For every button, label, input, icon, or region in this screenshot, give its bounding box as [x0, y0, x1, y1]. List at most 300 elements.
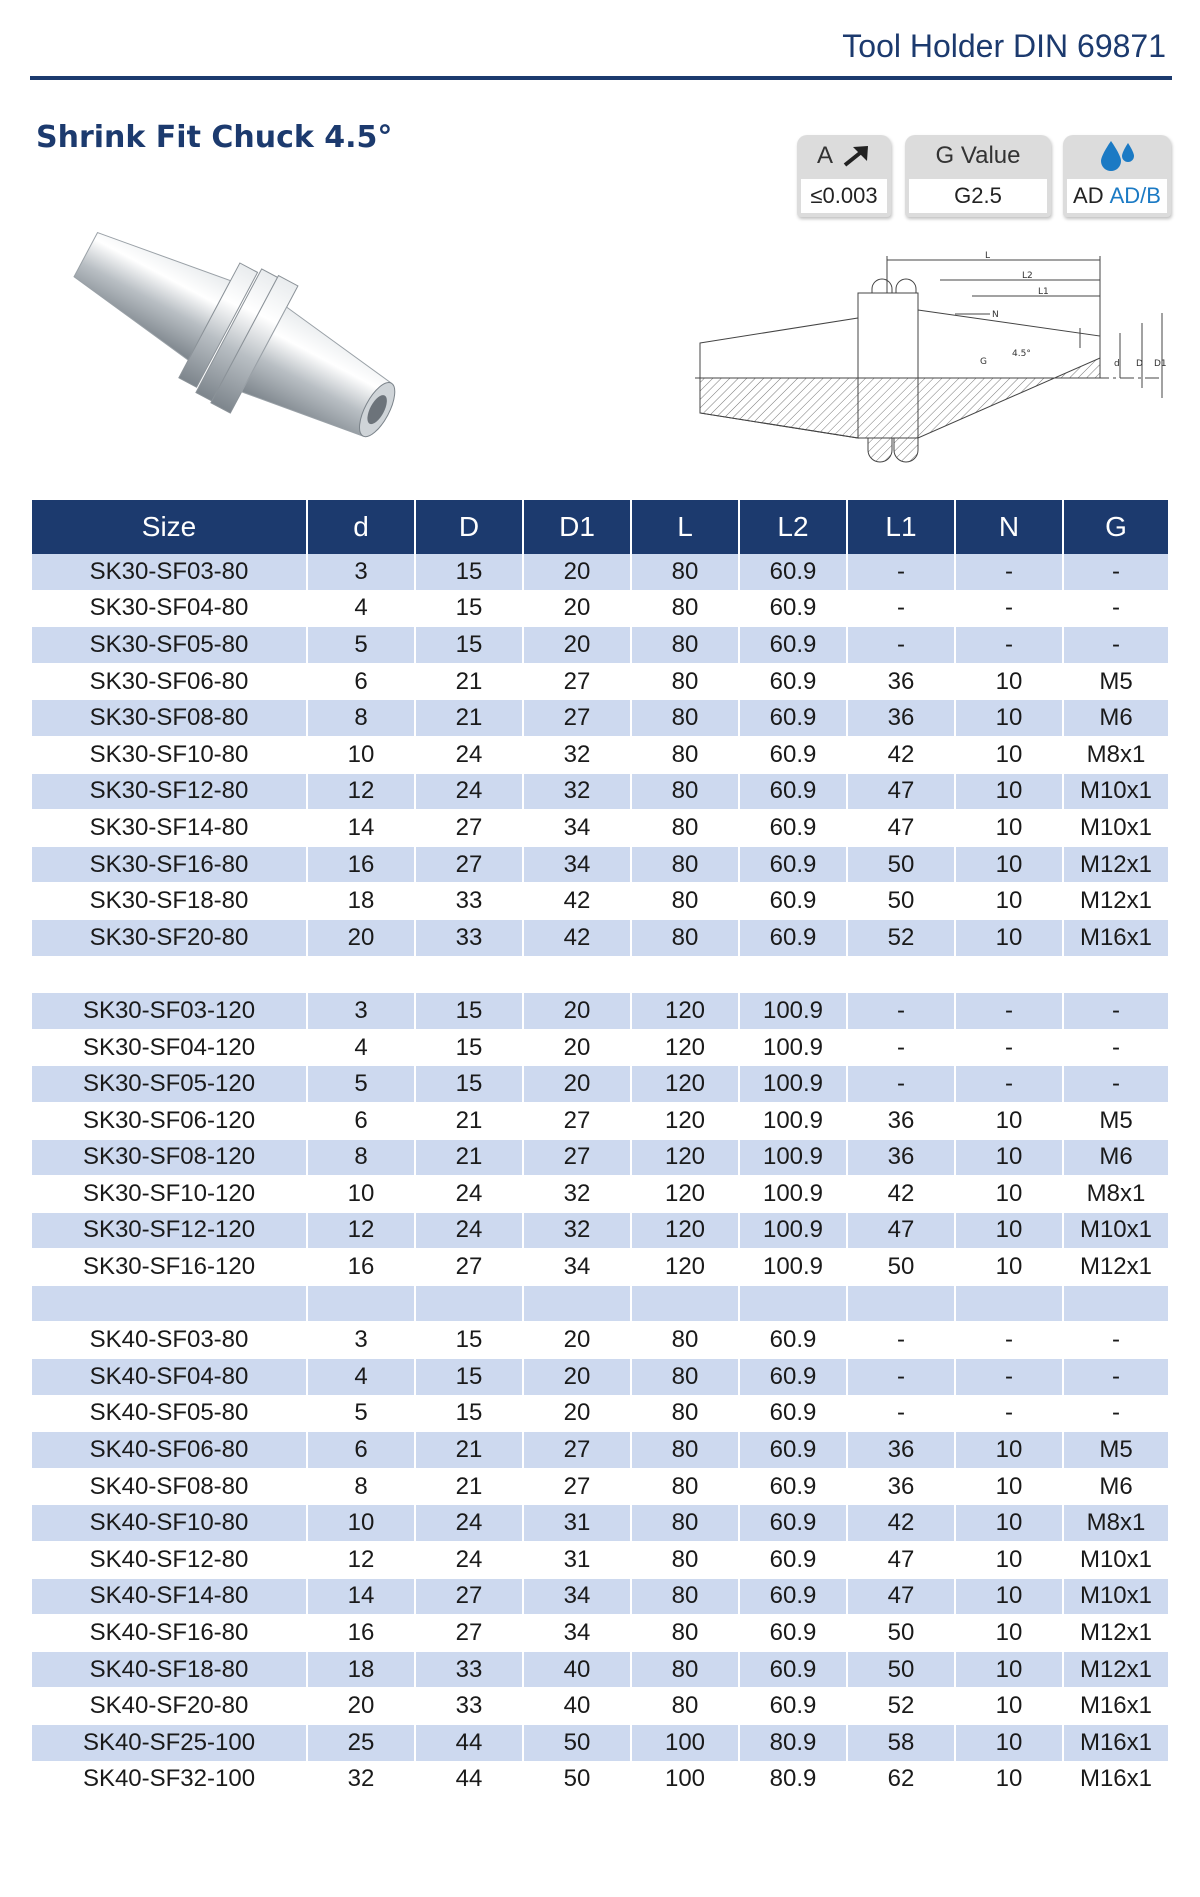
table-cell-g: M10x1 — [1064, 810, 1168, 847]
table-cell-n: 10 — [956, 1579, 1064, 1616]
table-cell-d: 44 — [416, 1725, 524, 1762]
table-cell-d1: 40 — [524, 1652, 632, 1689]
table-cell-d: 15 — [416, 1322, 524, 1359]
table-cell-d1: 27 — [524, 664, 632, 701]
table-cell-d1: 27 — [524, 1469, 632, 1506]
table-cell-d: 15 — [416, 627, 524, 664]
table-cell-l2 — [740, 1286, 848, 1323]
table-cell-d: 12 — [308, 1542, 416, 1579]
table-cell-n: 10 — [956, 1140, 1064, 1177]
table-cell-l2: 60.9 — [740, 1359, 848, 1396]
table-cell-d1: 32 — [524, 737, 632, 774]
table-cell-l: 80 — [632, 1615, 740, 1652]
table-row — [32, 1762, 1168, 1799]
table-cell-n — [956, 1286, 1064, 1323]
table-cell-d: 3 — [308, 554, 416, 591]
table-cell-l1: 36 — [848, 1103, 956, 1140]
table-cell-n — [956, 957, 1064, 994]
column-header-size: Size — [32, 500, 308, 554]
table-cell-n: - — [956, 1030, 1064, 1067]
table-cell-n: 10 — [956, 700, 1064, 737]
table-cell-g: M6 — [1064, 1469, 1168, 1506]
coolant-drops-icon — [1097, 139, 1137, 173]
table-cell-l2: 60.9 — [740, 1322, 848, 1359]
table-cell-d: 33 — [416, 1652, 524, 1689]
column-header-d1: D1 — [524, 500, 632, 554]
table-row — [32, 1066, 1168, 1103]
coolant-badge — [1063, 135, 1171, 217]
table-cell-l: 120 — [632, 1103, 740, 1140]
table-cell-size: SK30-SF06-80 — [32, 664, 308, 701]
table-cell-d: 25 — [308, 1725, 416, 1762]
table-cell-l2: 60.9 — [740, 1396, 848, 1433]
table-cell-l2: 60.9 — [740, 591, 848, 628]
table-cell-l1: 47 — [848, 1579, 956, 1616]
table-cell-d: 5 — [308, 1396, 416, 1433]
table-cell-g: M5 — [1064, 1103, 1168, 1140]
runout-arrow-icon — [841, 144, 871, 168]
table-cell-g: M6 — [1064, 1140, 1168, 1177]
table-cell-l: 120 — [632, 1176, 740, 1213]
table-row — [32, 1469, 1168, 1506]
table-row — [32, 1725, 1168, 1762]
table-cell-d1: 32 — [524, 774, 632, 811]
table-cell-l2: 100.9 — [740, 1249, 848, 1286]
table-cell-size: SK30-SF12-120 — [32, 1213, 308, 1250]
table-row — [32, 1140, 1168, 1177]
table-cell-l1: 50 — [848, 1615, 956, 1652]
dim-label-D1: D1 — [1154, 359, 1167, 369]
table-cell-n: 10 — [956, 1725, 1064, 1762]
dim-label-L1: L1 — [1038, 287, 1049, 297]
table-cell-l2: 60.9 — [740, 810, 848, 847]
table-cell-l: 80 — [632, 883, 740, 920]
table-cell-l2: 60.9 — [740, 664, 848, 701]
table-cell-l: 80 — [632, 1469, 740, 1506]
table-row — [32, 1615, 1168, 1652]
table-cell-d: 15 — [416, 1396, 524, 1433]
table-cell-l1: 36 — [848, 1469, 956, 1506]
table-cell-size: SK30-SF16-80 — [32, 847, 308, 884]
table-cell-g: M12x1 — [1064, 1652, 1168, 1689]
table-cell-d: 4 — [308, 1030, 416, 1067]
table-cell-size: SK30-SF10-80 — [32, 737, 308, 774]
table-cell-l1: - — [848, 627, 956, 664]
table-cell-g: M10x1 — [1064, 1579, 1168, 1616]
table-cell-l — [632, 1286, 740, 1323]
table-cell-d: 15 — [416, 591, 524, 628]
table-cell-n: 10 — [956, 1213, 1064, 1250]
table-cell-l1: 50 — [848, 1249, 956, 1286]
table-cell-d1: 50 — [524, 1762, 632, 1799]
table-cell-d: 18 — [308, 883, 416, 920]
table-cell-l: 80 — [632, 1688, 740, 1725]
coolant-value-adb: AD/B — [1109, 183, 1161, 208]
table-cell-d1: 32 — [524, 1213, 632, 1250]
table-cell-l: 80 — [632, 737, 740, 774]
table-cell-d1: 31 — [524, 1505, 632, 1542]
table-row — [32, 920, 1168, 957]
table-cell-l1: - — [848, 993, 956, 1030]
table-cell-g: M10x1 — [1064, 1213, 1168, 1250]
table-cell-d: 24 — [416, 1176, 524, 1213]
table-body — [32, 554, 1168, 1798]
table-cell-size: SK40-SF06-80 — [32, 1432, 308, 1469]
table-cell-size: SK40-SF03-80 — [32, 1322, 308, 1359]
table-cell-l1: 42 — [848, 1505, 956, 1542]
dim-label-D: D — [1136, 359, 1143, 369]
table-cell-l1: 36 — [848, 1140, 956, 1177]
table-cell-d: 24 — [416, 1213, 524, 1250]
table-cell-l1: - — [848, 1030, 956, 1067]
table-cell-g: M8x1 — [1064, 1505, 1168, 1542]
table-row — [32, 1396, 1168, 1433]
table-cell-l1: 42 — [848, 1176, 956, 1213]
table-cell-d1: 20 — [524, 1066, 632, 1103]
table-cell-d1: 20 — [524, 1359, 632, 1396]
table-cell-l2: 60.9 — [740, 1505, 848, 1542]
table-cell-d: 14 — [308, 810, 416, 847]
table-cell-l: 80 — [632, 1322, 740, 1359]
table-cell-d: 15 — [416, 1030, 524, 1067]
table-cell-d: 33 — [416, 1688, 524, 1725]
table-cell-l1: - — [848, 1066, 956, 1103]
table-cell-size: SK30-SF05-120 — [32, 1066, 308, 1103]
table-cell-l2: 60.9 — [740, 1542, 848, 1579]
table-cell-size: SK30-SF04-80 — [32, 591, 308, 628]
table-cell-l: 80 — [632, 554, 740, 591]
table-cell-size: SK30-SF03-120 — [32, 993, 308, 1030]
table-cell-d1: 34 — [524, 847, 632, 884]
table-cell-d: 4 — [308, 591, 416, 628]
table-cell-l2: 100.9 — [740, 1176, 848, 1213]
table-cell-d: 5 — [308, 1066, 416, 1103]
table-cell-l2 — [740, 957, 848, 994]
table-cell-l1: 42 — [848, 737, 956, 774]
runout-value: ≤0.003 — [801, 179, 887, 213]
table-cell-l: 120 — [632, 1066, 740, 1103]
product-photo — [50, 218, 430, 480]
table-row — [32, 591, 1168, 628]
table-cell-d: 27 — [416, 810, 524, 847]
table-cell-size: SK30-SF18-80 — [32, 883, 308, 920]
table-cell-l2: 60.9 — [740, 627, 848, 664]
table-row — [32, 883, 1168, 920]
table-cell-l: 80 — [632, 700, 740, 737]
table-cell-g: - — [1064, 554, 1168, 591]
table-cell-l2: 60.9 — [740, 920, 848, 957]
table-cell-d: 24 — [416, 1505, 524, 1542]
table-cell-d1: 20 — [524, 1030, 632, 1067]
table-cell-l: 80 — [632, 920, 740, 957]
table-cell-l2: 80.9 — [740, 1762, 848, 1799]
table-cell-d: 3 — [308, 1322, 416, 1359]
table-cell-d: 21 — [416, 1103, 524, 1140]
table-cell-l: 80 — [632, 664, 740, 701]
table-cell-d1: 42 — [524, 920, 632, 957]
table-cell-d1: 32 — [524, 1176, 632, 1213]
table-row — [32, 1542, 1168, 1579]
table-cell-d1: 34 — [524, 1579, 632, 1616]
table-cell-size: SK40-SF05-80 — [32, 1396, 308, 1433]
table-cell-l1: - — [848, 554, 956, 591]
table-cell-g — [1064, 957, 1168, 994]
table-row — [32, 1249, 1168, 1286]
table-cell-l1: 47 — [848, 774, 956, 811]
table-cell-d: 21 — [416, 700, 524, 737]
table-cell-l: 80 — [632, 1542, 740, 1579]
table-cell-d: 18 — [308, 1652, 416, 1689]
table-cell-n: 10 — [956, 1652, 1064, 1689]
table-cell-n: - — [956, 1066, 1064, 1103]
table-cell-d1: 20 — [524, 993, 632, 1030]
table-cell-n: 10 — [956, 1688, 1064, 1725]
column-header-d: D — [416, 500, 524, 554]
table-cell-d: 32 — [308, 1762, 416, 1799]
table-cell-size: SK40-SF18-80 — [32, 1652, 308, 1689]
spec-table — [32, 500, 1168, 1798]
table-cell-l1 — [848, 1286, 956, 1323]
table-cell-d: 15 — [416, 993, 524, 1030]
table-cell-g: - — [1064, 1322, 1168, 1359]
table-cell-l2: 100.9 — [740, 1066, 848, 1103]
dim-label-L2: L2 — [1022, 271, 1033, 281]
table-cell-g: M12x1 — [1064, 1615, 1168, 1652]
table-cell-d: 16 — [308, 1249, 416, 1286]
column-header-d: d — [308, 500, 416, 554]
table-row — [32, 664, 1168, 701]
table-cell-d1: 27 — [524, 1103, 632, 1140]
column-header-l1: L1 — [848, 500, 956, 554]
table-cell-d: 20 — [308, 1688, 416, 1725]
table-cell-l2: 100.9 — [740, 1103, 848, 1140]
table-cell-d: 12 — [308, 774, 416, 811]
table-cell-size: SK40-SF16-80 — [32, 1615, 308, 1652]
table-row — [32, 737, 1168, 774]
column-header-g: G — [1064, 500, 1168, 554]
column-header-n: N — [956, 500, 1064, 554]
table-cell-n: - — [956, 554, 1064, 591]
table-cell-d — [308, 957, 416, 994]
table-cell-n: 10 — [956, 847, 1064, 884]
table-cell-d1 — [524, 957, 632, 994]
table-cell-d1: 20 — [524, 554, 632, 591]
table-row — [32, 1505, 1168, 1542]
table-cell-l1: 36 — [848, 664, 956, 701]
table-cell-size: SK40-SF08-80 — [32, 1469, 308, 1506]
table-cell-n: 10 — [956, 883, 1064, 920]
table-cell-size: SK40-SF32-100 — [32, 1762, 308, 1799]
table-row — [32, 1213, 1168, 1250]
table-cell-d1: 20 — [524, 1396, 632, 1433]
table-cell-d: 10 — [308, 1176, 416, 1213]
table-cell-d — [416, 957, 524, 994]
table-cell-l2: 100.9 — [740, 1030, 848, 1067]
table-cell-d1: 27 — [524, 1140, 632, 1177]
table-cell-n: - — [956, 1322, 1064, 1359]
table-cell-size — [32, 1286, 308, 1323]
table-cell-l1: - — [848, 1359, 956, 1396]
table-cell-size: SK40-SF14-80 — [32, 1579, 308, 1616]
table-cell-d: 15 — [416, 1066, 524, 1103]
table-cell-l2: 60.9 — [740, 1652, 848, 1689]
table-cell-l1: - — [848, 1322, 956, 1359]
table-row — [32, 957, 1168, 994]
table-cell-g: - — [1064, 1066, 1168, 1103]
table-cell-g: - — [1064, 993, 1168, 1030]
table-row — [32, 810, 1168, 847]
table-cell-d: 27 — [416, 1579, 524, 1616]
coolant-value-ad: AD — [1073, 183, 1104, 208]
table-cell-n: - — [956, 627, 1064, 664]
table-cell-l1: 36 — [848, 700, 956, 737]
table-row — [32, 700, 1168, 737]
table-cell-d: 10 — [308, 1505, 416, 1542]
table-cell-n: 10 — [956, 810, 1064, 847]
table-cell-d: 21 — [416, 1432, 524, 1469]
table-cell-size: SK30-SF05-80 — [32, 627, 308, 664]
dim-label-d: d — [1114, 359, 1120, 369]
table-cell-d: 24 — [416, 1542, 524, 1579]
table-cell-l1: 52 — [848, 1688, 956, 1725]
table-cell-n: 10 — [956, 1103, 1064, 1140]
table-cell-d: 27 — [416, 847, 524, 884]
table-cell-g: M16x1 — [1064, 1762, 1168, 1799]
table-cell-l2: 60.9 — [740, 1469, 848, 1506]
balance-badge — [905, 135, 1051, 217]
table-cell-l: 80 — [632, 627, 740, 664]
table-cell-d: 6 — [308, 1103, 416, 1140]
table-cell-g — [1064, 1286, 1168, 1323]
runout-badge — [797, 135, 891, 217]
table-cell-d: 12 — [308, 1213, 416, 1250]
table-cell-g: M12x1 — [1064, 883, 1168, 920]
table-cell-size: SK30-SF06-120 — [32, 1103, 308, 1140]
table-cell-g: M16x1 — [1064, 1725, 1168, 1762]
table-cell-l: 120 — [632, 1140, 740, 1177]
table-row — [32, 1286, 1168, 1323]
table-cell-d: 8 — [308, 1469, 416, 1506]
table-cell-size: SK30-SF10-120 — [32, 1176, 308, 1213]
table-cell-l: 80 — [632, 1432, 740, 1469]
table-cell-d1: 20 — [524, 627, 632, 664]
dim-label-G: G — [980, 357, 987, 367]
table-cell-g: M16x1 — [1064, 1688, 1168, 1725]
table-cell-n: 10 — [956, 1615, 1064, 1652]
table-cell-n: 10 — [956, 1176, 1064, 1213]
table-cell-l1: 50 — [848, 883, 956, 920]
table-cell-size: SK30-SF16-120 — [32, 1249, 308, 1286]
balance-value: G2.5 — [909, 179, 1047, 213]
table-cell-l: 80 — [632, 1359, 740, 1396]
table-cell-l2: 80.9 — [740, 1725, 848, 1762]
dim-label-L: L — [985, 251, 991, 261]
table-cell-n: - — [956, 1359, 1064, 1396]
table-cell-g: M6 — [1064, 700, 1168, 737]
table-cell-l: 120 — [632, 1249, 740, 1286]
table-row — [32, 627, 1168, 664]
table-cell-n: 10 — [956, 1432, 1064, 1469]
table-cell-l2: 100.9 — [740, 993, 848, 1030]
table-cell-l2: 60.9 — [740, 554, 848, 591]
runout-label: A — [816, 142, 833, 169]
table-cell-size: SK40-SF10-80 — [32, 1505, 308, 1542]
table-cell-n: 10 — [956, 1469, 1064, 1506]
table-cell-l: 120 — [632, 1030, 740, 1067]
table-cell-g: M16x1 — [1064, 920, 1168, 957]
table-cell-l — [632, 957, 740, 994]
table-cell-l: 80 — [632, 1579, 740, 1616]
column-header-l: L — [632, 500, 740, 554]
table-cell-n: 10 — [956, 920, 1064, 957]
table-cell-d1: 34 — [524, 1249, 632, 1286]
table-cell-g: M10x1 — [1064, 774, 1168, 811]
table-cell-d: 21 — [416, 1140, 524, 1177]
table-cell-l1: 47 — [848, 1542, 956, 1579]
table-cell-n: - — [956, 591, 1064, 628]
table-cell-l1: 47 — [848, 1213, 956, 1250]
dim-label-N: N — [992, 310, 999, 320]
table-cell-d1: 27 — [524, 700, 632, 737]
table-cell-l: 80 — [632, 847, 740, 884]
table-cell-l2: 100.9 — [740, 1213, 848, 1250]
table-cell-g: M8x1 — [1064, 1176, 1168, 1213]
table-cell-n: 10 — [956, 1249, 1064, 1286]
table-cell-l1: - — [848, 1396, 956, 1433]
table-row — [32, 847, 1168, 884]
table-row — [32, 1176, 1168, 1213]
table-cell-l1: 50 — [848, 847, 956, 884]
table-cell-size: SK30-SF04-120 — [32, 1030, 308, 1067]
table-cell-d: 21 — [416, 1469, 524, 1506]
table-cell-g: M12x1 — [1064, 847, 1168, 884]
table-cell-n: 10 — [956, 1505, 1064, 1542]
table-cell-l1: 36 — [848, 1432, 956, 1469]
table-cell-l2: 100.9 — [740, 1140, 848, 1177]
table-cell-d: 20 — [308, 920, 416, 957]
table-cell-l2: 60.9 — [740, 1615, 848, 1652]
table-cell-d: 33 — [416, 920, 524, 957]
table-cell-n: 10 — [956, 737, 1064, 774]
table-cell-g: M8x1 — [1064, 737, 1168, 774]
table-cell-d: 4 — [308, 1359, 416, 1396]
section-title: Shrink Fit Chuck 4.5° — [36, 120, 393, 155]
table-cell-d — [416, 1286, 524, 1323]
table-cell-d1: 31 — [524, 1542, 632, 1579]
table-cell-size: SK40-SF12-80 — [32, 1542, 308, 1579]
table-cell-l: 80 — [632, 591, 740, 628]
table-cell-l: 80 — [632, 810, 740, 847]
table-cell-d1: 42 — [524, 883, 632, 920]
table-row — [32, 1030, 1168, 1067]
table-cell-g: M10x1 — [1064, 1542, 1168, 1579]
table-cell-size — [32, 957, 308, 994]
table-cell-size: SK30-SF20-80 — [32, 920, 308, 957]
table-cell-size: SK30-SF08-80 — [32, 700, 308, 737]
table-cell-d: 15 — [416, 1359, 524, 1396]
table-cell-g: M12x1 — [1064, 1249, 1168, 1286]
table-cell-l1: 47 — [848, 810, 956, 847]
table-cell-size: SK30-SF14-80 — [32, 810, 308, 847]
table-cell-l: 100 — [632, 1725, 740, 1762]
table-cell-d1: 20 — [524, 591, 632, 628]
table-cell-d1: 20 — [524, 1322, 632, 1359]
table-cell-l2: 60.9 — [740, 1579, 848, 1616]
table-cell-d: 27 — [416, 1249, 524, 1286]
table-cell-g: - — [1064, 591, 1168, 628]
table-cell-size: SK40-SF04-80 — [32, 1359, 308, 1396]
table-row — [32, 993, 1168, 1030]
